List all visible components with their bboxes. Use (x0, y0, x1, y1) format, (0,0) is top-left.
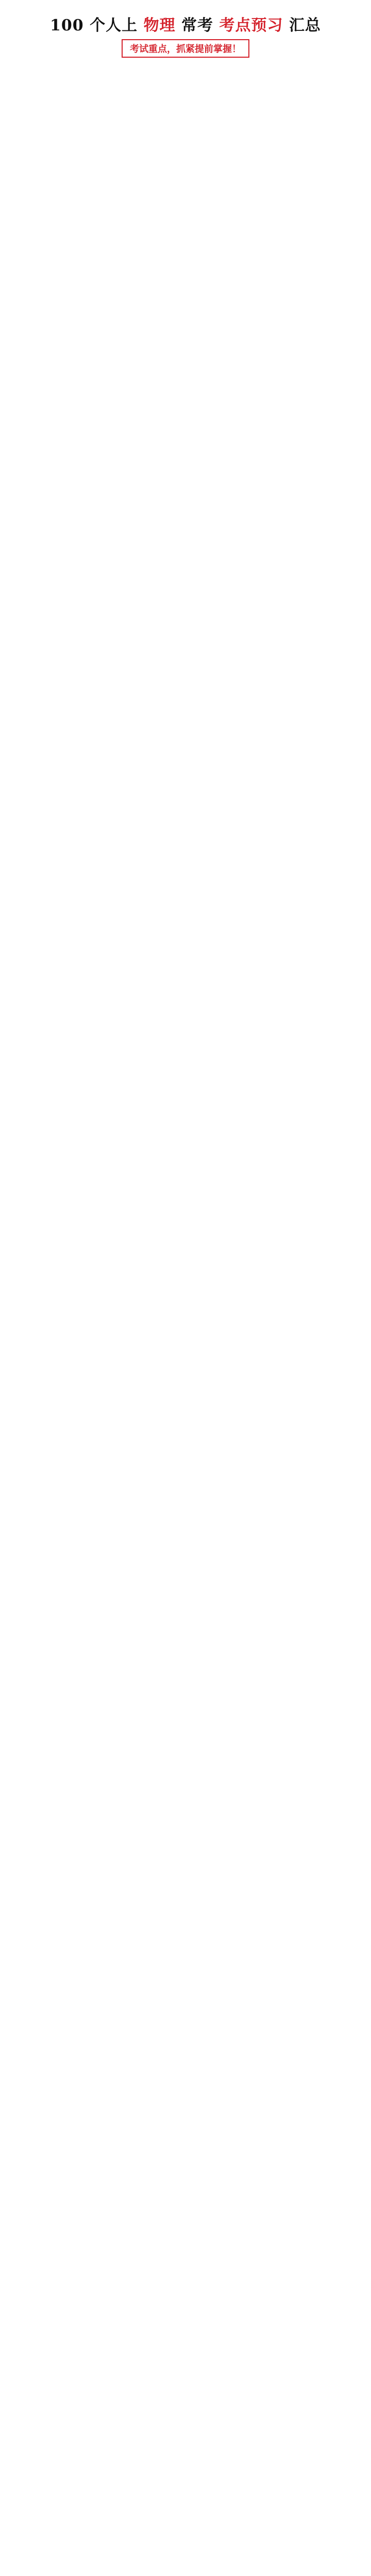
title-highlight: 物理 (143, 16, 176, 35)
title-segment: 常考 (181, 16, 214, 35)
title-number: 100 (50, 16, 84, 35)
title-segment: 汇总 (289, 16, 321, 35)
title-segment: 个人上 (90, 16, 138, 35)
title-highlight: 考点预习 (219, 16, 283, 35)
document-header (18, 12, 353, 58)
document-title (18, 12, 353, 35)
document-subtitle: 考试重点，抓紧提前掌握！ (122, 39, 249, 58)
